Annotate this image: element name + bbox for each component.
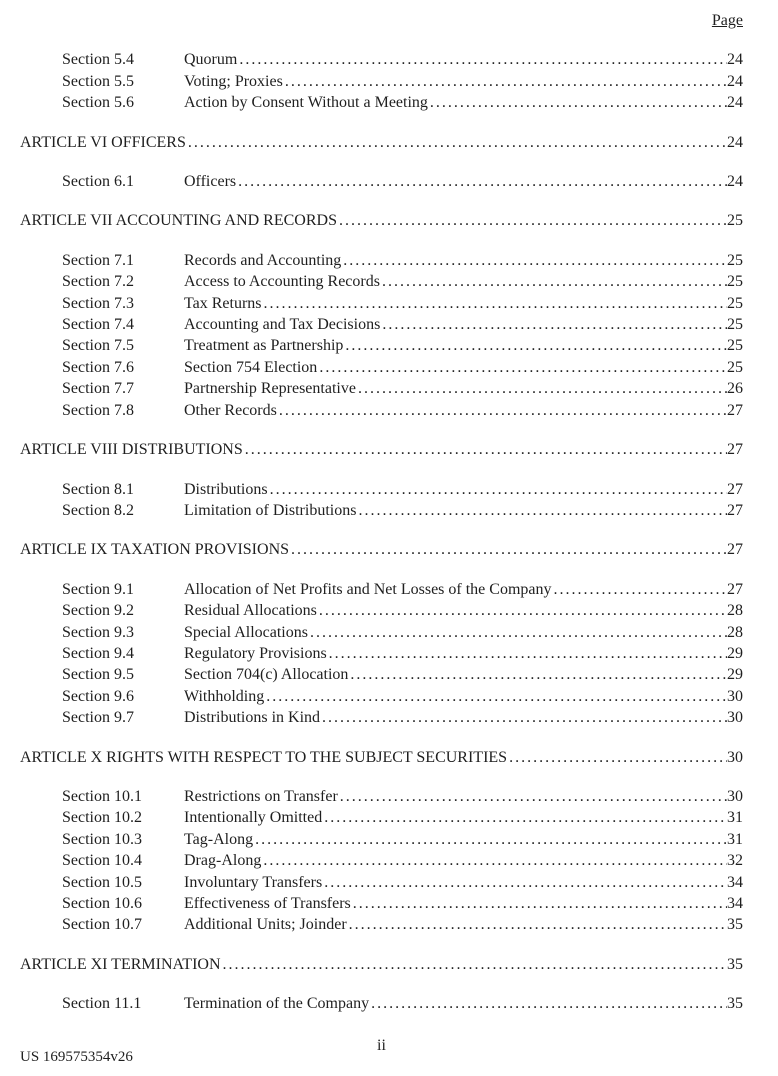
section-label: Section 10.1 bbox=[62, 787, 142, 805]
toc-section-row bbox=[20, 92, 743, 113]
section-page-number: 26 bbox=[727, 380, 743, 398]
dot-leader bbox=[428, 92, 727, 113]
section-label: Section 5.5 bbox=[62, 72, 134, 90]
dot-leader bbox=[380, 271, 727, 292]
toc-section-row bbox=[20, 829, 743, 850]
toc-article-row bbox=[20, 132, 743, 153]
toc-section-row bbox=[20, 914, 743, 935]
toc-article-row bbox=[20, 210, 743, 231]
dot-leader bbox=[337, 210, 727, 231]
section-title: Other Records bbox=[184, 401, 277, 419]
section-label: Section 8.2 bbox=[62, 501, 134, 519]
toc-section-row bbox=[20, 357, 743, 378]
section-page-number: 24 bbox=[727, 173, 743, 191]
article-page-number: 27 bbox=[727, 541, 743, 559]
section-page-number: 28 bbox=[727, 602, 743, 620]
dot-leader bbox=[320, 707, 727, 728]
dot-leader bbox=[351, 893, 727, 914]
section-page-number: 25 bbox=[727, 294, 743, 312]
section-label: Section 9.7 bbox=[62, 709, 134, 727]
section-page-number: 31 bbox=[727, 830, 743, 848]
section-title: Treatment as Partnership bbox=[184, 337, 344, 355]
article-title: ARTICLE VIII DISTRIBUTIONS bbox=[20, 441, 243, 459]
section-group bbox=[20, 250, 743, 421]
section-page-number: 25 bbox=[727, 337, 743, 355]
section-group bbox=[20, 786, 743, 936]
section-page-number: 27 bbox=[727, 480, 743, 498]
dot-leader bbox=[552, 579, 728, 600]
dot-leader bbox=[308, 622, 727, 643]
toc-section-row bbox=[20, 600, 743, 621]
dot-leader bbox=[243, 439, 727, 460]
section-group bbox=[20, 579, 743, 729]
article-title: ARTICLE VI OFFICERS bbox=[20, 133, 186, 151]
toc-section-row bbox=[20, 314, 743, 335]
section-page-number: 25 bbox=[727, 251, 743, 269]
section-title: Restrictions on Transfer bbox=[184, 787, 338, 805]
dot-leader bbox=[507, 747, 727, 768]
section-label: Section 7.3 bbox=[62, 294, 134, 312]
section-label: Section 10.3 bbox=[62, 830, 142, 848]
section-label: Section 5.6 bbox=[62, 94, 134, 112]
section-page-number: 24 bbox=[727, 51, 743, 69]
section-page-number: 34 bbox=[727, 873, 743, 891]
toc-article-row bbox=[20, 439, 743, 460]
section-page-number: 31 bbox=[727, 809, 743, 827]
footer-page-number: ii bbox=[377, 1037, 386, 1054]
section-page-number: 27 bbox=[727, 580, 743, 598]
section-page-number: 27 bbox=[727, 401, 743, 419]
section-label: Section 7.1 bbox=[62, 251, 134, 269]
section-label: Section 9.4 bbox=[62, 644, 134, 662]
toc-article-row bbox=[20, 954, 743, 975]
section-label: Section 9.2 bbox=[62, 602, 134, 620]
dot-leader bbox=[327, 643, 727, 664]
section-title: Termination of the Company bbox=[184, 995, 370, 1013]
section-group bbox=[20, 49, 743, 113]
toc-section-row bbox=[20, 807, 743, 828]
dot-leader bbox=[322, 807, 727, 828]
toc-article-row bbox=[20, 747, 743, 768]
section-title: Regulatory Provisions bbox=[184, 644, 327, 662]
section-title: Access to Accounting Records bbox=[184, 273, 380, 291]
section-title: Quorum bbox=[184, 51, 238, 69]
article-title: ARTICLE X RIGHTS WITH RESPECT TO THE SUBJECT SECURITIES bbox=[20, 748, 508, 766]
toc-section-row bbox=[20, 49, 743, 70]
section-page-number: 24 bbox=[727, 94, 743, 112]
article-page-number: 30 bbox=[727, 748, 743, 766]
section-label: Section 10.7 bbox=[62, 916, 142, 934]
section-label: Section 5.4 bbox=[62, 51, 134, 69]
section-label: Section 7.5 bbox=[62, 337, 134, 355]
section-page-number: 30 bbox=[727, 687, 743, 705]
section-title: Tag-Along bbox=[184, 830, 254, 848]
toc-section-row bbox=[20, 250, 743, 271]
section-page-number: 25 bbox=[727, 316, 743, 334]
section-page-number: 35 bbox=[727, 995, 743, 1013]
dot-leader bbox=[348, 664, 727, 685]
article-title: ARTICLE VII ACCOUNTING AND RECORDS bbox=[20, 212, 337, 230]
section-label: Section 7.6 bbox=[62, 358, 134, 376]
section-page-number: 29 bbox=[727, 666, 743, 684]
section-title: Special Allocations bbox=[184, 623, 308, 641]
section-title: Accounting and Tax Decisions bbox=[184, 316, 381, 334]
section-title: Partnership Representative bbox=[184, 380, 356, 398]
toc-section-row bbox=[20, 664, 743, 685]
section-label: Section 10.2 bbox=[62, 809, 142, 827]
dot-leader bbox=[343, 335, 727, 356]
toc-section-row bbox=[20, 479, 743, 500]
section-title: Residual Allocations bbox=[184, 602, 317, 620]
toc-section-row bbox=[20, 500, 743, 521]
dot-leader bbox=[341, 250, 727, 271]
section-label: Section 9.6 bbox=[62, 687, 134, 705]
toc-section-row bbox=[20, 622, 743, 643]
toc-section-row bbox=[20, 993, 743, 1014]
dot-leader bbox=[221, 954, 728, 975]
section-title: Distributions bbox=[184, 480, 268, 498]
section-title: Section 704(c) Allocation bbox=[184, 666, 349, 684]
toc-section-row bbox=[20, 378, 743, 399]
dot-leader bbox=[338, 786, 727, 807]
toc-section-row bbox=[20, 293, 743, 314]
section-label: Section 7.4 bbox=[62, 316, 134, 334]
section-page-number: 25 bbox=[727, 273, 743, 291]
section-label: Section 6.1 bbox=[62, 173, 134, 191]
article-page-number: 24 bbox=[727, 133, 743, 151]
section-title: Involuntary Transfers bbox=[184, 873, 323, 891]
dot-leader bbox=[261, 850, 727, 871]
toc-section-row bbox=[20, 872, 743, 893]
dot-leader bbox=[236, 171, 727, 192]
toc-section-row bbox=[20, 786, 743, 807]
section-label: Section 9.3 bbox=[62, 623, 134, 641]
toc-section-row bbox=[20, 686, 743, 707]
section-title: Tax Returns bbox=[184, 294, 262, 312]
section-group bbox=[20, 171, 743, 192]
section-label: Section 10.6 bbox=[62, 895, 142, 912]
section-label: Section 9.5 bbox=[62, 666, 134, 684]
section-page-number: 30 bbox=[727, 787, 743, 805]
toc-section-row bbox=[20, 335, 743, 356]
footer-document-id: US 169575354v26 bbox=[20, 1049, 133, 1065]
dot-leader bbox=[317, 600, 727, 621]
dot-leader bbox=[283, 71, 727, 92]
dot-leader bbox=[317, 357, 727, 378]
section-title: Section 754 Election bbox=[184, 358, 318, 376]
page-column-header-label: Page bbox=[711, 12, 743, 29]
dot-leader bbox=[369, 993, 727, 1014]
section-page-number: 27 bbox=[727, 501, 743, 519]
article-title: ARTICLE XI TERMINATION bbox=[20, 955, 221, 973]
section-title: Intentionally Omitted bbox=[184, 809, 323, 827]
toc-article-row bbox=[20, 539, 743, 560]
toc-section-row bbox=[20, 893, 743, 914]
toc-section-row bbox=[20, 707, 743, 728]
section-label: Section 10.4 bbox=[62, 852, 142, 870]
section-title: Distributions in Kind bbox=[184, 709, 321, 727]
dot-leader bbox=[289, 539, 727, 560]
dot-leader bbox=[237, 49, 727, 70]
section-title: Officers bbox=[184, 173, 237, 191]
section-label: Section 7.7 bbox=[62, 380, 134, 398]
dot-leader bbox=[186, 132, 727, 153]
dot-leader bbox=[253, 829, 727, 850]
dot-leader bbox=[380, 314, 727, 335]
dot-leader bbox=[262, 293, 727, 314]
toc-section-row bbox=[20, 171, 743, 192]
toc-section-row bbox=[20, 579, 743, 600]
section-page-number: 34 bbox=[727, 895, 743, 912]
section-title: Effectiveness of Transfers bbox=[184, 895, 351, 912]
section-title: Limitation of Distributions bbox=[184, 501, 357, 519]
section-label: Section 11.1 bbox=[62, 995, 142, 1013]
article-page-number: 35 bbox=[727, 955, 743, 973]
dot-leader bbox=[277, 400, 727, 421]
section-title: Records and Accounting bbox=[184, 251, 342, 269]
toc-section-row bbox=[20, 400, 743, 421]
article-page-number: 25 bbox=[727, 212, 743, 230]
dot-leader bbox=[356, 378, 727, 399]
section-title: Withholding bbox=[184, 687, 265, 705]
section-page-number: 35 bbox=[727, 916, 743, 934]
section-page-number: 28 bbox=[727, 623, 743, 641]
page-column-header bbox=[20, 10, 743, 31]
dot-leader bbox=[356, 500, 727, 521]
section-label: Section 7.2 bbox=[62, 273, 134, 291]
toc-section-row bbox=[20, 850, 743, 871]
dot-leader bbox=[322, 872, 727, 893]
dot-leader bbox=[347, 914, 727, 935]
section-group bbox=[20, 993, 743, 1014]
section-group bbox=[20, 479, 743, 522]
section-title: Drag-Along bbox=[184, 852, 262, 870]
section-page-number: 24 bbox=[727, 72, 743, 90]
dot-leader bbox=[268, 479, 727, 500]
toc-section-row bbox=[20, 71, 743, 92]
article-page-number: 27 bbox=[727, 441, 743, 459]
toc-section-row bbox=[20, 271, 743, 292]
section-page-number: 29 bbox=[727, 644, 743, 662]
section-page-number: 30 bbox=[727, 709, 743, 727]
section-label: Section 9.1 bbox=[62, 580, 134, 598]
article-title: ARTICLE IX TAXATION PROVISIONS bbox=[20, 541, 290, 559]
section-label: Section 7.8 bbox=[62, 401, 134, 419]
toc-section-row bbox=[20, 643, 743, 664]
section-title: Allocation of Net Profits and Net Losses of the Company bbox=[184, 580, 552, 598]
section-label: Section 8.1 bbox=[62, 480, 134, 498]
section-page-number: 32 bbox=[727, 852, 743, 870]
section-title: Action by Consent Without a Meeting bbox=[184, 94, 428, 112]
toc-list bbox=[20, 49, 743, 1014]
section-label: Section 10.5 bbox=[62, 873, 142, 891]
section-page-number: 25 bbox=[727, 358, 743, 376]
section-title: Voting; Proxies bbox=[184, 72, 283, 90]
section-title: Additional Units; Joinder bbox=[184, 916, 347, 934]
dot-leader bbox=[264, 686, 727, 707]
